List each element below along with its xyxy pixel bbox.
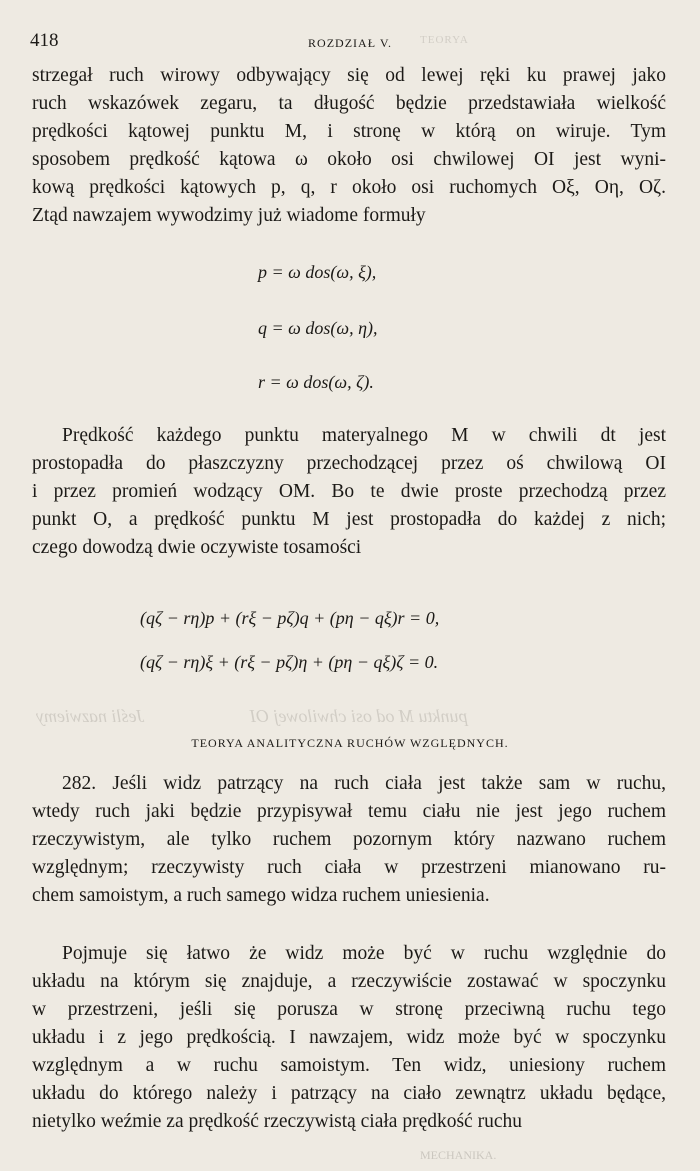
- paragraph-2: [32, 422, 666, 562]
- paragraph-1: [32, 62, 666, 230]
- text-line: układu do którego należy i patrzący na ciało zewnątrz układu będące,: [32, 1083, 666, 1104]
- text-line: względnym; rzeczywisty ruch ciała w przestrzeni mianowano ru-: [32, 857, 666, 878]
- text-line: punkt O, a prędkość punktu M jest prostopadła do każdej z nich;: [32, 509, 666, 530]
- paragraph-3: [32, 770, 666, 910]
- page-number: 418: [30, 30, 59, 51]
- formula-q: q = ω dos(ω, η),: [258, 318, 378, 338]
- bleed-through-left: Jeśli nazwiemy: [36, 706, 145, 726]
- text-line: prostopadła do płaszczyzny przechodzącej przez oś chwilową OI: [32, 453, 666, 474]
- bleed-through-footer: MECHANIKA.: [420, 1148, 497, 1162]
- page-header: [30, 30, 670, 54]
- bleed-through-right: punktu M od osi chwilowej OI: [250, 706, 468, 726]
- formula-p: p = ω dos(ω, ξ),: [258, 262, 377, 282]
- text-line: 282. Jeśli widz patrzący na ruch ciała jest także sam w ruchu,: [62, 773, 666, 794]
- text-line: układu na którym się znajduje, a rzeczywiście zostawać w spoczynku: [32, 971, 666, 992]
- text-line: i przez promień wodzący OM. Bo te dwie proste przechodzą przez: [32, 481, 666, 502]
- text-line: wtedy ruch jaki będzie przypisywał temu ciału nie jest jego ruchem: [32, 801, 666, 822]
- text-line: w przestrzeni, jeśli się porusza w stronę przeciwną ruchu tego: [32, 999, 666, 1020]
- text-line: sposobem prędkość kątowa ω około osi chwilowej OI jest wyni-: [32, 149, 666, 170]
- text-line: chem samoistym, a ruch samego widza ruchem uniesienia.: [32, 885, 490, 906]
- identity-2: (qζ − rη)ξ + (rξ − pζ)η + (pη − qξ)ζ = 0.: [140, 652, 439, 672]
- bleed-through-top: TEORYA: [420, 34, 469, 46]
- text-line: Prędkość każdego punktu materyalnego M w chwili dt jest: [62, 425, 666, 446]
- text-line: strzegał ruch wirowy odbywający się od lewej ręki ku prawej jako: [32, 65, 666, 86]
- text-line: nietylko weźmie za prędkość rzeczywistą ciała prędkość ruchu: [32, 1111, 522, 1132]
- formula-r: r = ω dos(ω, ζ).: [258, 372, 374, 392]
- text-line: względnym a w ruchu samoistym. Ten widz, uniesiony ruchem: [32, 1055, 666, 1076]
- text-line: prędkości kątowej punktu M, i stronę w którą on wiruje. Tym: [32, 121, 666, 142]
- text-line: Ztąd nawzajem wywodzimy już wiadome formuły: [32, 205, 426, 226]
- text-line: ruch wskazówek zegaru, ta długość będzie przedstawiała wielkość: [32, 93, 666, 114]
- section-heading: TEORYA ANALITYCZNA RUCHÓW WZGLĘDNYCH.: [191, 736, 509, 750]
- text-line: czego dowodzą dwie oczywiste tosamości: [32, 537, 362, 558]
- text-line: układu i z jego prędkością. I nawzajem, widz może być w spoczynku: [32, 1027, 666, 1048]
- text-line: rzeczywistym, ale tylko ruchem pozornym który nazwano ruchem: [32, 829, 666, 850]
- text-line: kową prędkości kątowych p, q, r około osi ruchomych Oξ, Oη, Oζ.: [32, 177, 666, 198]
- paragraph-4: [32, 940, 666, 1136]
- running-title: ROZDZIAŁ V.: [308, 36, 392, 50]
- text-line: Pojmuje się łatwo że widz może być w ruchu względnie do: [62, 943, 666, 964]
- identity-1: (qζ − rη)p + (rξ − pζ)q + (pη − qξ)r = 0,: [140, 608, 440, 628]
